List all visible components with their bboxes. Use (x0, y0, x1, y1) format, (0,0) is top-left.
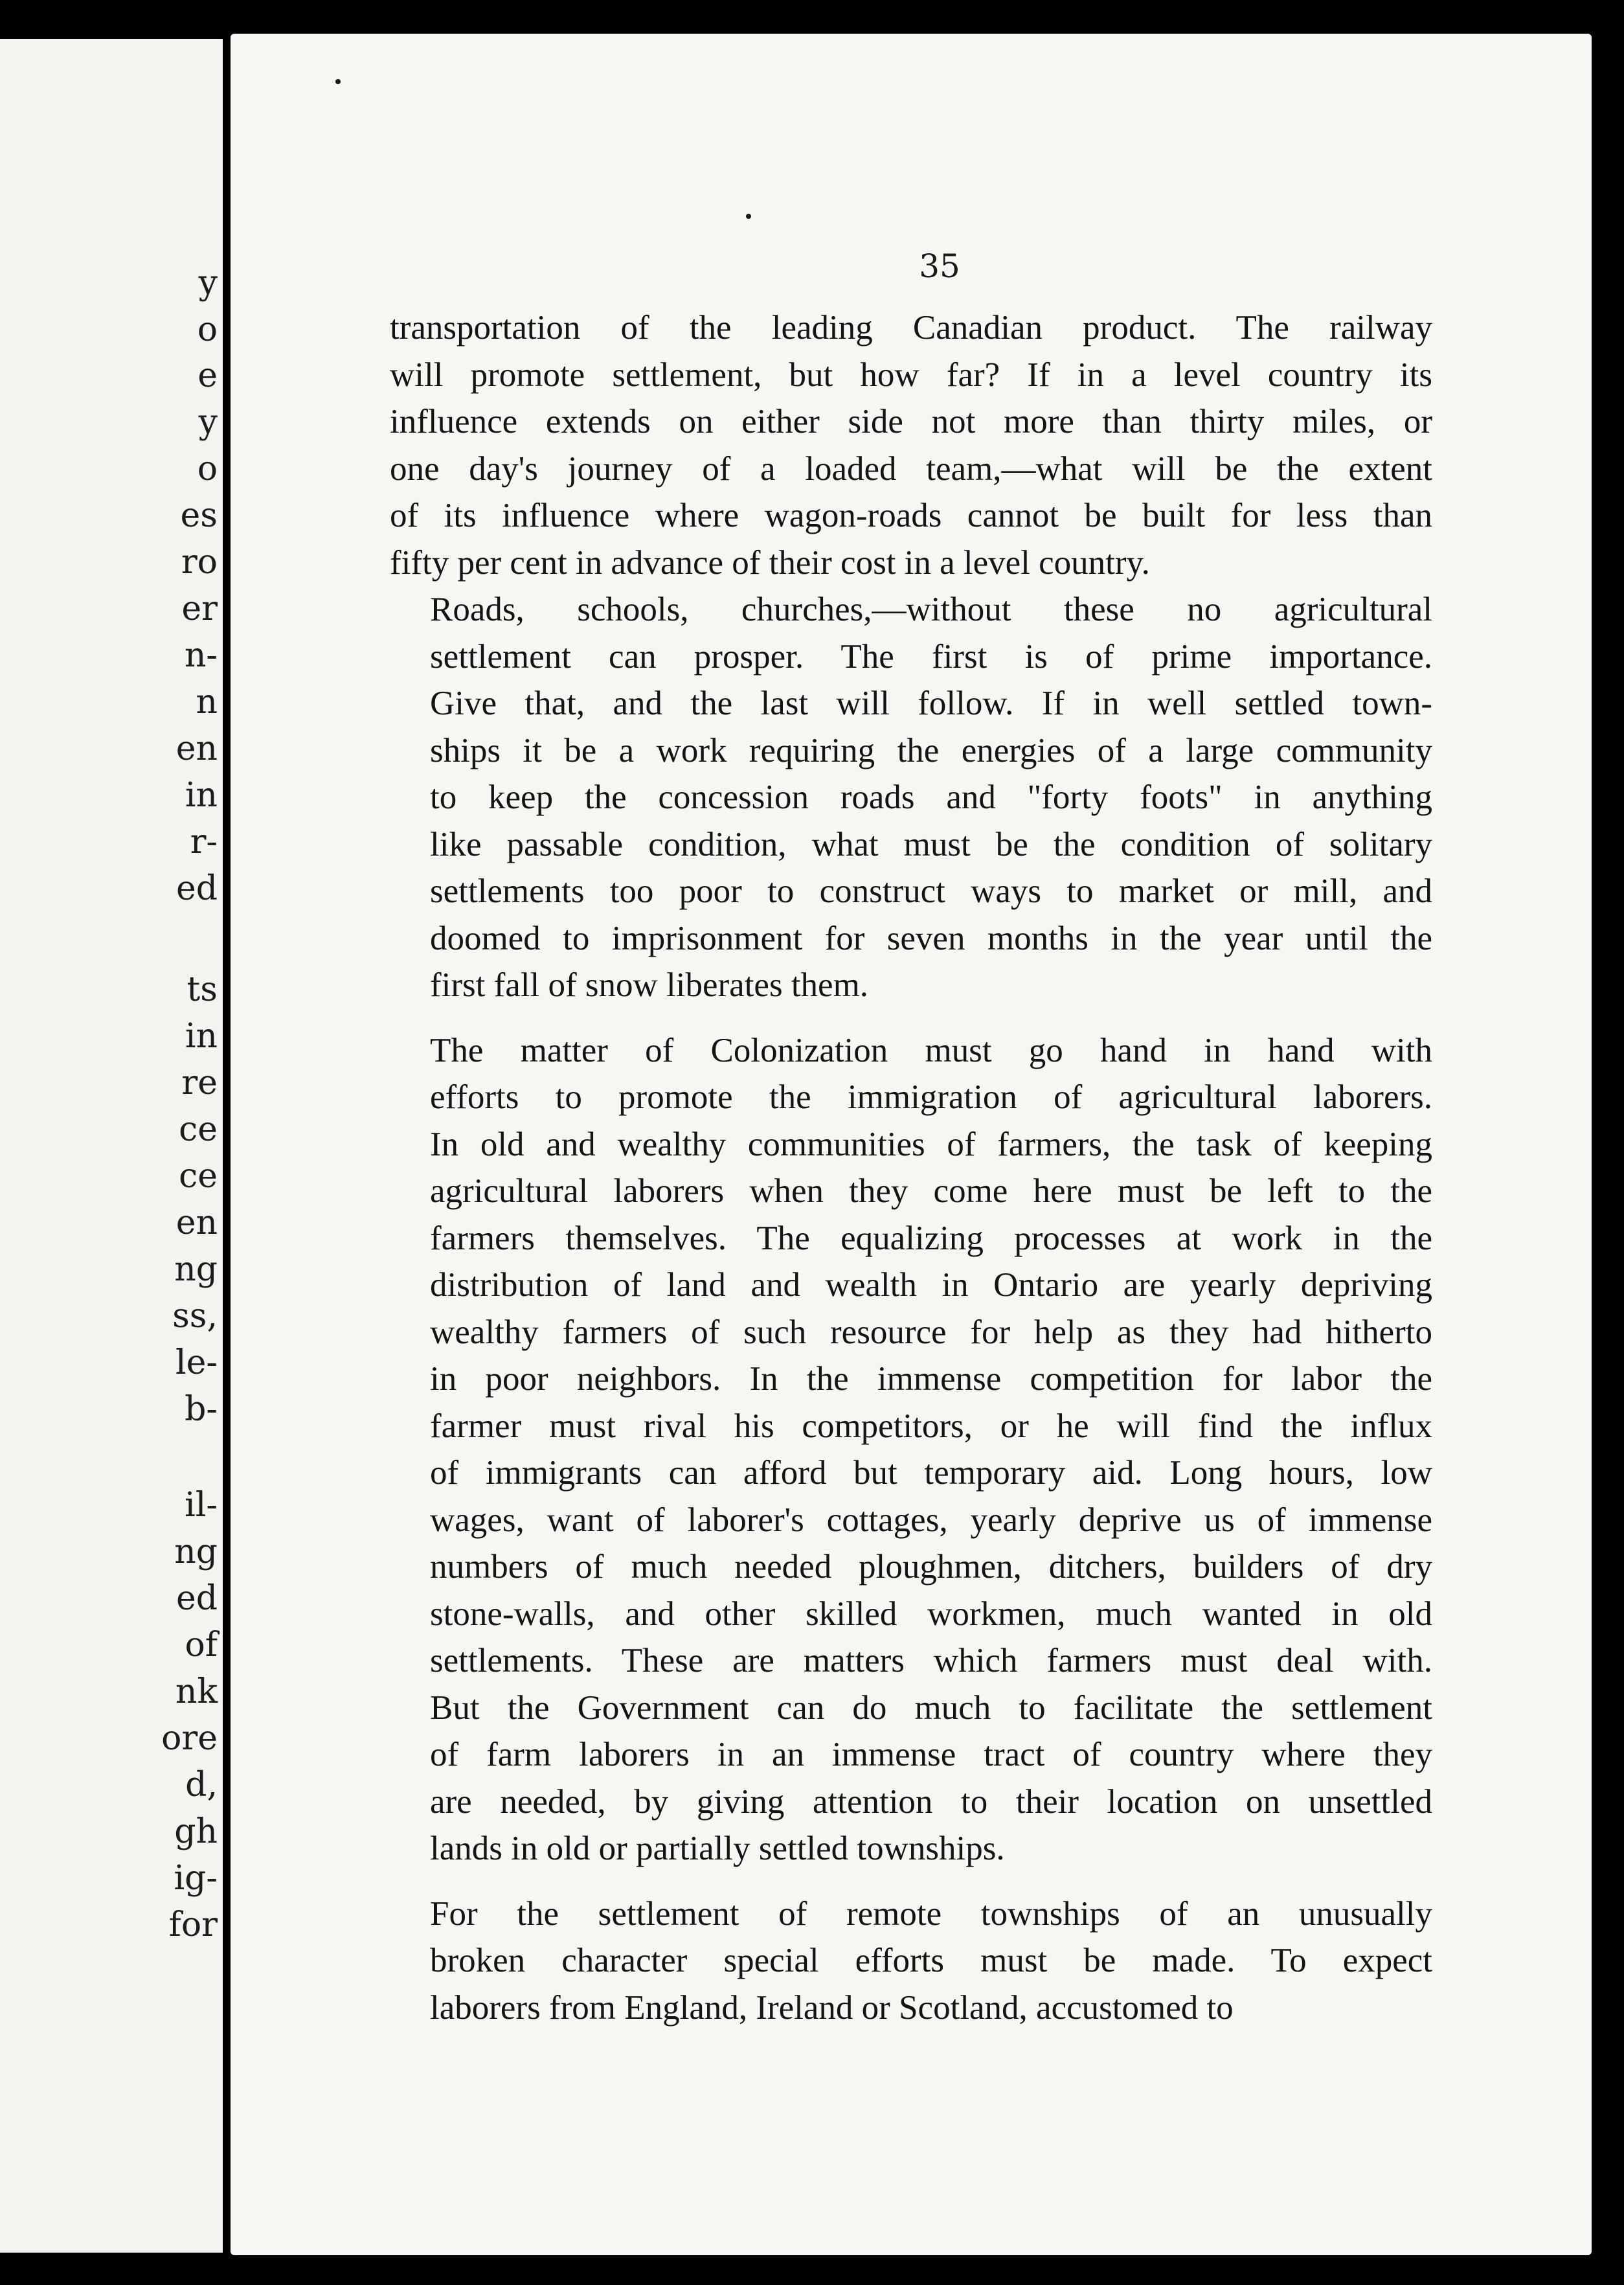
left-page-fragment: b- (185, 1390, 218, 1429)
left-page-fragment: ore (161, 1719, 218, 1758)
left-page-fragment: ce (179, 1110, 218, 1149)
left-page-fragment: ig- (174, 1859, 218, 1898)
text-line: In old and wealthy communities of farmers, the task of keeping (430, 1125, 1432, 1163)
paragraph (390, 304, 1432, 586)
left-facing-page (0, 39, 223, 2253)
text-line: agricultural laborers when they come here must be left to the (430, 1172, 1432, 1210)
text-line: ships it be a work requiring the energies of a large community (430, 731, 1432, 769)
text-line: doomed to imprisonment for seven months in the year until the (430, 919, 1432, 957)
text-line: wealthy farmers of such resource for help as they had hitherto (430, 1313, 1432, 1351)
left-page-fragment: o (197, 449, 218, 488)
left-page-fragment: ng (174, 1532, 218, 1571)
left-page-fragment: ce (179, 1157, 218, 1196)
body-text (390, 304, 1432, 2031)
text-line: first fall of snow liberates them. (430, 966, 869, 1004)
document-page (231, 34, 1592, 2255)
text-line: fifty per cent in advance of their cost in a level country. (390, 543, 1150, 582)
left-page-fragment: in (185, 1017, 218, 1056)
text-line: of farm laborers in an immense tract of country where they (430, 1736, 1432, 1773)
left-page-fragment: gh (174, 1812, 218, 1851)
text-line: like passable condition, what must be the condition of solitary (430, 825, 1432, 863)
left-page-fragment: ss, (172, 1297, 218, 1336)
left-page-fragment: r- (190, 823, 218, 861)
page-number: 35 (919, 247, 960, 285)
book-gutter (223, 0, 231, 2285)
text-line: efforts to promote the immigration of agricultural laborers. (430, 1078, 1432, 1116)
left-page-fragment: y (198, 264, 218, 302)
text-line: settlements. These are matters which farmers must deal with. (430, 1642, 1432, 1679)
text-line: influence extends on either side not more than thirty miles, or (390, 403, 1432, 440)
left-page-fragment: y (198, 403, 218, 442)
left-page-fragment: ts (186, 970, 218, 1009)
text-line: settlements too poor to construct ways to market or mill, and (430, 872, 1432, 910)
text-line: in poor neighbors. In the immense competition for labor the (430, 1360, 1432, 1398)
text-line: broken character special efforts must be made. To expect (430, 1942, 1432, 1979)
paragraph (390, 1891, 1432, 2032)
left-page-fragment: er (181, 589, 218, 628)
text-line: farmer must rival his competitors, or he will find the influx (430, 1407, 1432, 1445)
text-line: Give that, and the last will follow. If in well settled town- (430, 685, 1432, 722)
text-line: numbers of much needed ploughmen, ditchers, builders of dry (430, 1548, 1432, 1586)
text-line: The matter of Colonization must go hand in hand with (430, 1031, 1432, 1069)
text-line: of its influence where wagon-roads cannot be built for less than (390, 497, 1432, 534)
text-line: Roads, schools, churches,—without these no agricultural (430, 591, 1432, 628)
text-line: to keep the concession roads and "forty foots" in anything (430, 779, 1432, 816)
left-page-fragment: es (180, 496, 218, 535)
text-line: But the Government can do much to facilitate the settlement (430, 1688, 1432, 1727)
left-page-fragment: ng (174, 1250, 218, 1289)
text-line: of immigrants can afford but temporary aid. Long hours, low (430, 1454, 1432, 1492)
left-page-fragment: le- (175, 1343, 218, 1382)
text-line: settlement can prosper. The first is of prime importance. (430, 637, 1432, 676)
ink-speck (335, 79, 341, 84)
paragraph (390, 586, 1432, 1009)
left-page-fragment: en (175, 1203, 218, 1242)
text-line: lands in old or partially settled townships. (430, 1830, 1005, 1867)
left-page-fragment: for (168, 1905, 218, 1944)
text-line: For the settlement of remote townships of an unusually (430, 1894, 1432, 1933)
left-page-fragment: ro (181, 543, 218, 582)
text-line: one day's journey of a loaded team,—what will be the extent (390, 449, 1432, 488)
left-page-fragment: n- (184, 636, 218, 675)
text-line: farmers themselves. The equalizing processes at work in the (430, 1219, 1432, 1257)
paragraph (390, 1027, 1432, 1872)
left-page-fragment: nk (175, 1672, 218, 1711)
text-line: wages, want of laborer's cottages, yearly deprive us of immense (430, 1501, 1432, 1539)
left-page-fragment: e (197, 356, 218, 395)
left-page-fragment: en (175, 729, 218, 768)
text-line: are needed, by giving attention to their location on unsettled (430, 1782, 1432, 1821)
left-page-fragment: ed (175, 1579, 218, 1618)
left-page-fragment: il- (185, 1486, 218, 1525)
left-page-fragment: in (185, 776, 218, 815)
text-line: distribution of land and wealth in Ontario are yearly depriving (430, 1266, 1432, 1304)
text-line: transportation of the leading Canadian product. The railway (390, 309, 1432, 347)
text-line: will promote settlement, but how far? If in a level country its (390, 356, 1432, 394)
ink-speck (746, 214, 751, 219)
left-page-fragment: n (196, 683, 218, 722)
text-line: stone-walls, and other skilled workmen, much wanted in old (430, 1595, 1432, 1633)
left-page-fragment: of (185, 1626, 218, 1665)
left-page-fragment: ed (175, 869, 218, 908)
text-line: laborers from England, Ireland or Scotland, accustomed to (430, 1988, 1234, 2027)
left-page-fragment: re (181, 1063, 218, 1102)
left-page-fragment: d, (185, 1766, 218, 1804)
left-page-fragment: o (197, 310, 218, 349)
